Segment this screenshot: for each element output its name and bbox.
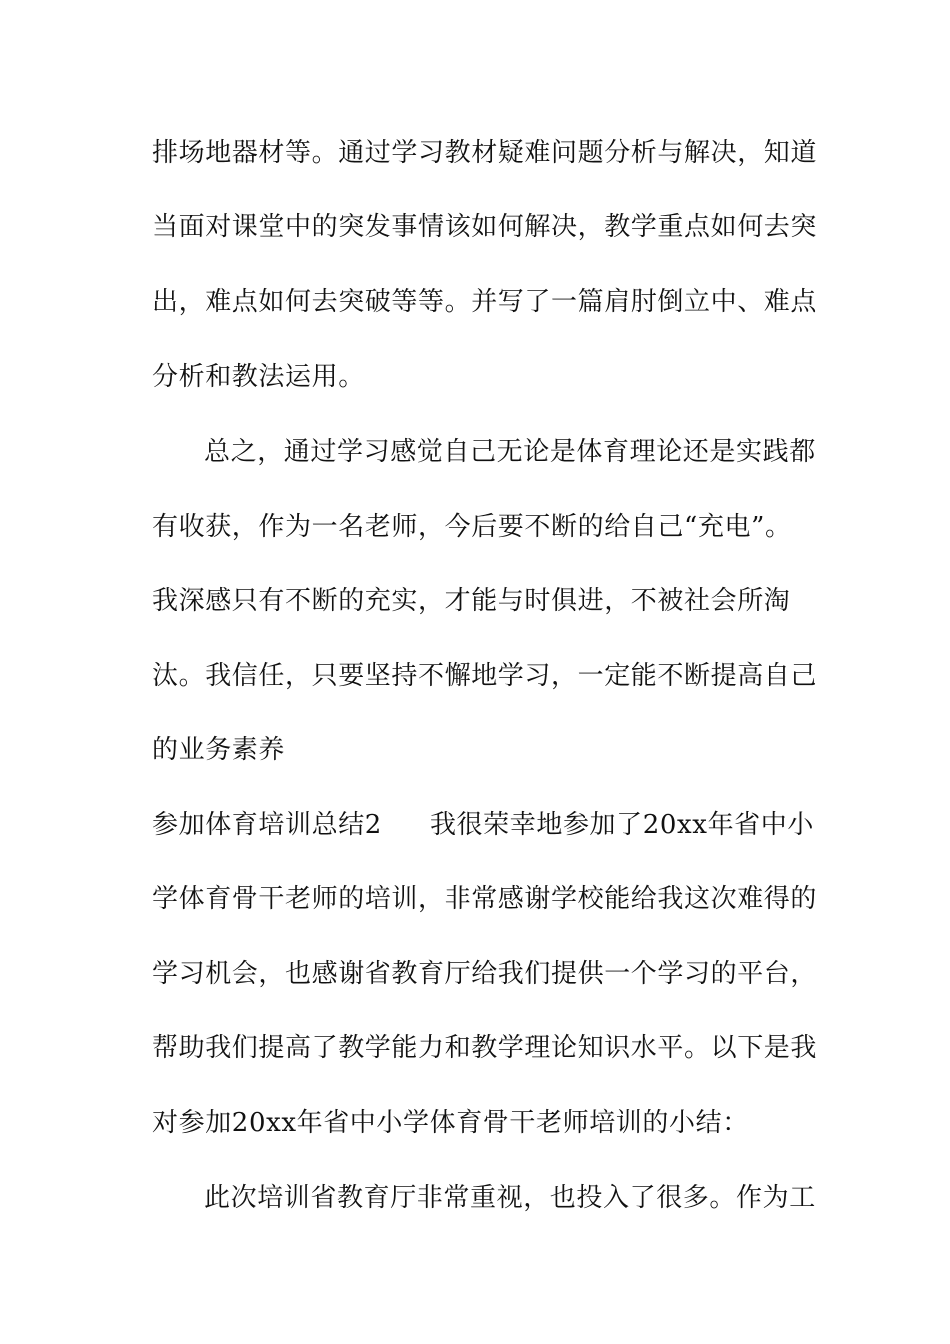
paragraph-line: 对参加20xx年省中小学体育骨干老师培训的小结： (152, 1108, 749, 1138)
paragraph-line: 当面对课堂中的突发事情该如何解决，教学重点如何去突 (152, 212, 818, 242)
section-heading-line (152, 808, 814, 842)
paragraph-line: 排场地器材等。通过学习教材疑难问题分析与解决，知道 (152, 138, 818, 168)
paragraph-line: 有收获，作为一名老师，今后要不断的给自己“充电”。 (152, 512, 792, 542)
section-title: 参加体育培训总结2 (152, 810, 382, 840)
paragraph-line: 学习机会，也感谢省教育厅给我们提供一个学习的平台， (152, 959, 818, 989)
paragraph-line: 汰。我信任，只要坚持不懈地学习，一定能不断提高自己 (152, 661, 818, 691)
paragraph-line: 出，难点如何去突破等等。并写了一篇肩肘倒立中、难点 (152, 287, 818, 317)
paragraph-line: 帮助我们提高了教学能力和教学理论知识水平。以下是我 (152, 1033, 818, 1063)
paragraph-line: 学体育骨干老师的培训，非常感谢学校能给我这次难得的 (152, 884, 818, 914)
section-first-line: 我很荣幸地参加了20xx年省中小 (429, 810, 814, 840)
paragraph-line: 此次培训省教育厅非常重视，也投入了很多。作为工 (204, 1183, 816, 1213)
paragraph-line: 的业务素养 (152, 735, 286, 765)
paragraph-line: 总之，通过学习感觉自己无论是体育理论还是实践都 (204, 437, 816, 467)
paragraph-line: 我深感只有不断的充实，才能与时俱进，不被社会所淘 (152, 586, 791, 616)
paragraph-line: 分析和教法运用。 (152, 362, 365, 392)
